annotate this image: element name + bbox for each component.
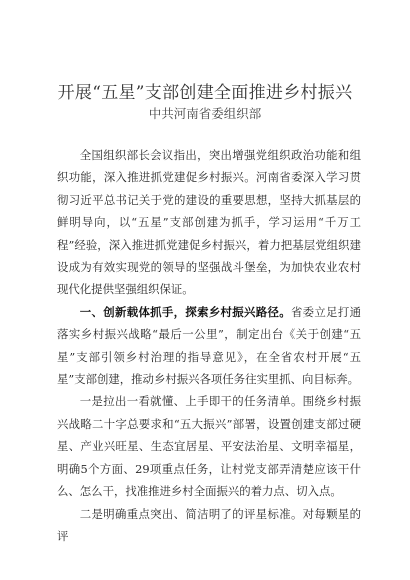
section-heading: 一、创新载体抓手，探索乡村振兴路径。 <box>79 304 291 319</box>
paragraph-point-2 <box>57 503 361 548</box>
document-author: 中共河南省委组织部 <box>148 106 262 121</box>
paragraph-intro <box>57 144 361 301</box>
paragraph-text: 一是拉出一看就懂、上手即干的任务清单。围绕乡村振兴战略二十字总要求和“五大振兴”部署，设置创建支部过硬星、产业兴旺星、生态宜居星、平安法治星、文明幸福星，明确5个方面、29项重点任务，让村党支部弄清楚应该干什么、怎么干，找准推进乡村全面振兴的着力点、切入点。 <box>57 394 361 499</box>
document-title: 开展“五星”支部创建全面推进乡村振兴 <box>57 83 353 103</box>
paragraph-text: 二是明确重点突出、简洁明了的评星标准。对每颗星的评 <box>57 506 361 543</box>
paragraph-section-1 <box>57 301 361 391</box>
paragraph-text: 全国组织部长会议指出，突出增强党组织政治功能和组织功能，深入推进抓党建促乡村振兴。河南省委深入学习贯彻习近平总书记关于党的建设的重要思想，坚持大抓基层的鲜明导向，以“五星”支部创建为抓手，学习运用“千万工程”经验，深入推进抓党建促乡村振兴，着力把基层党组织建设成为有效实现党的领导的坚强战斗堡垒，为加快农业农村现代化提供坚强组织保证。 <box>57 148 361 297</box>
paragraph-text: 省委立足打通落实乡村振兴战略“最后一公里”，制定出台《关于创建“五星”支部引领乡村治理的指导意见》，在全省农村开展“五星”支部创建，推动乡村振兴各项任务往实里抓、向目标奔。 <box>57 304 361 387</box>
paragraph-point-1 <box>57 390 361 502</box>
document-body <box>57 144 361 547</box>
